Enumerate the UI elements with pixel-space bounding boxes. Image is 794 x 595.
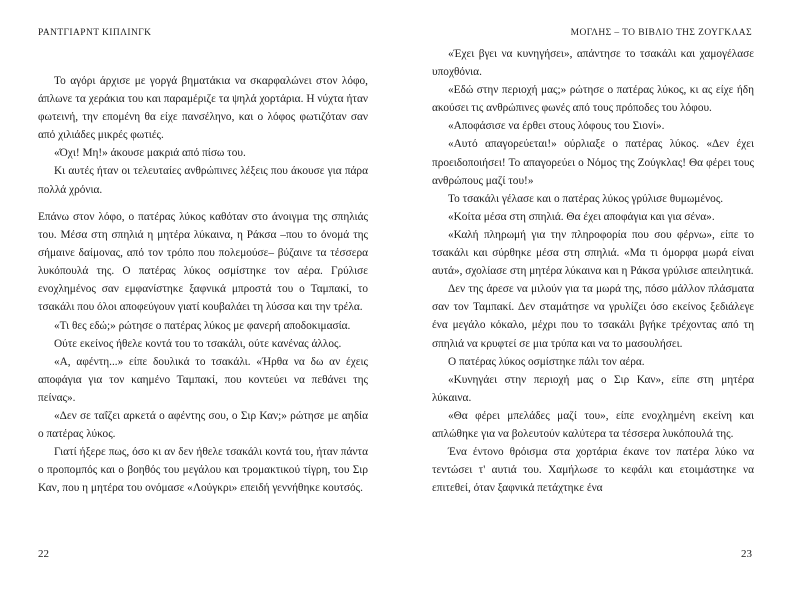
paragraph: Δεν της άρεσε να μιλούν για τα μωρά της, πόσο μάλλον πλάσματα σαν τον Ταμπακί. Δεν σταμάτησε να γρυλίζει όσο εκείνος ξεδιάλεγε ένα μεγάλο κόκαλο, μέχρι που το τσακάλι βγήκε τρέχοντας από τη σπηλιά να κρυφτεί σε μια τρύπα και να το μασουλήσει. <box>432 283 754 350</box>
paragraph: «Όχι! Μη!» άκουσε μακριά από πίσω του. <box>54 147 246 160</box>
paragraph: «Αυτό απαγορεύεται!» ούρλιαξε ο πατέρας λύκος. «Δεν έχει προειδοποιήσει! Το απαγορεύει ο Νόμος της Ζούγκλας! Θα φέρει τους ανθρώπους μαζί του!» <box>432 138 754 187</box>
paragraph: «Δεν σε ταΐζει αρκετά ο αφέντης σου, ο Σιρ Καν;» ρώτησε με αηδία ο πατέρας λύκος. <box>38 410 368 441</box>
text-section-2 <box>38 208 368 498</box>
paragraph: Το αγόρι άρχισε με γοργά βηματάκια να σκαρφαλώνει στον λόφο, άπλωνε τα χεράκια του και παραμέριζε τα ψηλά χορτάρια. Η νύχτα ήταν φωτεινή, την επομένη θα είχε πανσέληνο, και ο λόφος φωτιζόταν σαν από χιλιάδες μικρές φωτιές. <box>38 75 368 142</box>
paragraph: «Κοίτα μέσα στη σπηλιά. Θα έχει αποφάγια και για σένα». <box>448 210 715 223</box>
paragraph: Ένα έντονο θρόισμα στα χορτάρια έκανε τον πατέρα λύκο να τεντώσει τ' αυτιά του. Χαμήλωσε το κεφάλι και ετοιμάστηκε να επιτεθεί, όταν ξαφνικά πετάχτηκε ένα <box>432 446 754 495</box>
paragraph: «Θα φέρει μπελάδες μαζί του», είπε ενοχλημένη εκείνη και απλώθηκε για να βολευτούν καλύτερα τα τέσσερα λυκόπουλά της. <box>432 409 754 440</box>
paragraph: Κι αυτές ήταν οι τελευταίες ανθρώπινες λέξεις που άκουσε για πάρα πολλά χρόνια. <box>38 165 368 196</box>
right-page <box>397 0 794 595</box>
paragraph: «Εδώ στην περιοχή μας;» ρώτησε ο πατέρας λύκος, κι ας είχε ήδη ακούσει τις ανθρώπινες φωνές από τους πρόποδες του λόφου. <box>432 84 754 115</box>
paragraph: Επάνω στον λόφο, ο πατέρας λύκος καθόταν στο άνοιγμα της σπηλιάς του. Μέσα στη σπηλιά η μητέρα λύκαινα, η Ράκσα –που το όνομά της σήμαινε δαίμονας, από τον τρόπο που πολεμούσε– βύζαινε τα τέσσερα λυκόπουλά της. Ο πατέρας λύκος οσμίστηκε τον αέρα. Γρύλισε ενοχλημένος σαν εμφανίστηκε ξαφνικά μπροστά του ο Ταμπακί, το τσακάλι που όλοι αποφεύγουν γιατί κουβαλάει τη λύσσα και την τρέλα. <box>38 211 368 314</box>
paragraph: Γιατί ήξερε πως, όσο κι αν δεν ήθελε τσακάλι κοντά του, ήταν πάντα ο προπομπός και ο βοηθός του μεγάλου και τρομακτικού τίγρη, του Σιρ Καν, που η μητέρα του ονόμασε «Λούγκρι» επειδή γεννήθηκε κουτσός. <box>38 446 368 495</box>
paragraph: Το τσακάλι γέλασε και ο πατέρας λύκος γρύλισε θυμωμένος. <box>448 192 724 205</box>
text-body <box>432 45 754 497</box>
page-number: 23 <box>741 548 752 560</box>
paragraph: Ούτε εκείνος ήθελε κοντά του το τσακάλι, ούτε κανένας άλλος. <box>54 337 342 350</box>
paragraph: Ο πατέρας λύκος οσμίστηκε πάλι τον αέρα. <box>448 355 645 368</box>
paragraph: «Έχει βγει να κυνηγήσει», απάντησε το τσακάλι και χαμογέλασε υποχθόνια. <box>432 48 754 79</box>
running-head-title: ΜΟΓΛΗΣ – ΤΟ ΒΙΒΛΙΟ ΤΗΣ ΖΟΥΓΚΛΑΣ <box>570 28 752 38</box>
running-head-author: ΡΑΝΤΓΙΑΡΝΤ ΚΙΠΛΙΝΓΚ <box>38 28 152 38</box>
paragraph: «Τι θες εδώ;» ρώτησε ο πατέρας λύκος με φανερή αποδοκιμασία. <box>54 319 351 332</box>
paragraph: «Καλή πληρωμή για την πληροφορία που σου φέρνω», είπε το τσακάλι και σύρθηκε μέσα στη σπηλιά. «Μα τι όμορφα μωρά είναι αυτά», σχολίασε στη μητέρα λύκαινα και η Ράκσα γρύλισε απειλητικά. <box>432 228 754 278</box>
paragraph: «Α, αφέντη...» είπε δουλικά το τσακάλι. «Ήρθα να δω αν έχεις αποφάγια για τον καημένο Ταμπακί, που κοντεύει να πεθάνει της πείνας». <box>38 355 368 404</box>
text-section-1 <box>38 72 368 199</box>
paragraph: «Αποφάσισε να έρθει στους λόφους του Σιονί». <box>448 120 665 133</box>
paragraph: «Κυνηγάει στην περιοχή μας ο Σιρ Καν», είπε στη μητέρα λύκαινα. <box>432 373 754 404</box>
page-number: 22 <box>38 548 49 560</box>
